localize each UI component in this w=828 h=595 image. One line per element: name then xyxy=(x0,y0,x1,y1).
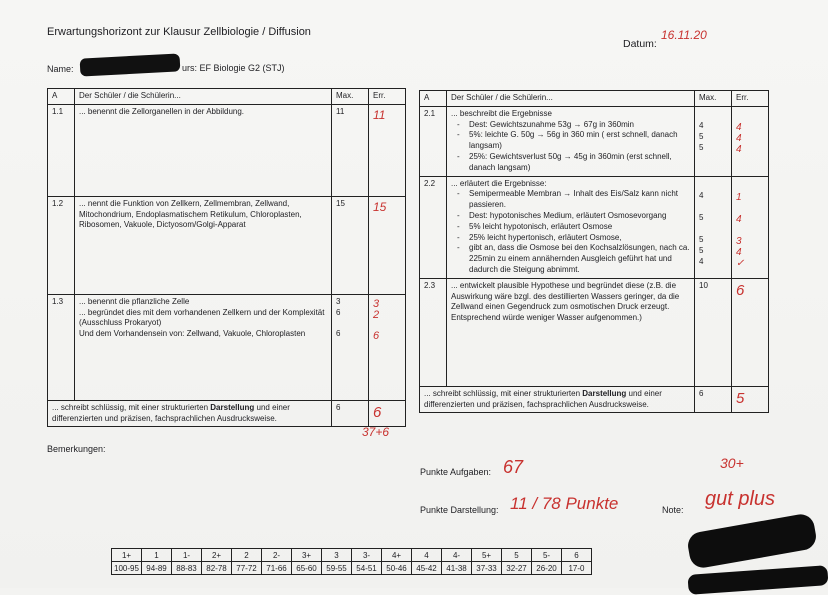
presentation-points-label: Punkte Darstellung: xyxy=(420,505,499,515)
range-cell: 50-46 xyxy=(382,562,412,575)
grade-label: Note: xyxy=(662,505,684,515)
row-err: 6 xyxy=(732,278,769,386)
row-number: 2.3 xyxy=(420,278,447,386)
footer-text: und einer differenzierten und präzisen, fachsprachlichen Ausdrucksweise. xyxy=(424,388,662,409)
row-err xyxy=(369,294,406,400)
date-value: 16.11.20 xyxy=(661,28,707,42)
row-number: 2.2 xyxy=(420,176,447,278)
max-value: 4 xyxy=(699,256,704,266)
row-number: 1.1 xyxy=(48,104,75,196)
range-cell: 32-27 xyxy=(502,562,532,575)
row-heading: ... beschreibt die Ergebnisse xyxy=(451,108,552,118)
range-cell: 88-83 xyxy=(172,562,202,575)
range-cell: 77-72 xyxy=(232,562,262,575)
footer-text: und einer differenzierten und präzisen, fachsprachlichen Ausdrucksweise. xyxy=(52,402,290,423)
list-item: - Semipermeable Membran → Inhalt des Eis/Salz kann nicht passieren. xyxy=(469,189,690,211)
grade-cell: 3+ xyxy=(292,549,322,562)
presentation-points-value: 11 / 78 Punkte xyxy=(510,494,619,513)
row-max xyxy=(695,106,732,176)
presentation-text xyxy=(420,386,695,413)
result-list xyxy=(451,189,690,275)
presentation-max: 6 xyxy=(695,386,732,413)
max-value: 5 xyxy=(699,212,704,222)
grade-cell: 5+ xyxy=(472,549,502,562)
footer-text: ... schreibt schlüssig, mit einer strukturierten xyxy=(424,388,583,398)
range-cell: 94-89 xyxy=(142,562,172,575)
err-value: 2 xyxy=(373,308,380,321)
range-cell: 41-38 xyxy=(442,562,472,575)
grade-scale-table xyxy=(111,548,592,575)
footer-bold: Darstellung xyxy=(582,388,627,398)
tasks-points-value: 67 xyxy=(503,457,524,477)
table-row xyxy=(420,278,769,386)
range-cell: 59-55 xyxy=(322,562,352,575)
row-max: 10 xyxy=(695,278,732,386)
page-title: Erwartungshorizont zur Klausur Zellbiologie / Diffusion xyxy=(47,26,311,38)
list-item: - Dest: Gewichtszunahme 53g → 67g in 360min xyxy=(469,120,690,131)
row-line: Und dem Vorhandensein von: Zellwand, Vakuole, Chloroplasten xyxy=(79,329,306,339)
range-cell: 37-33 xyxy=(472,562,502,575)
date-label: Datum: xyxy=(623,38,657,50)
header-max: Max. xyxy=(695,91,732,107)
table-header-row xyxy=(420,91,769,107)
list-item: - 25%: Gewichtsverlust 50g → 45g in 360min (erst schnell, danach langsam) xyxy=(469,152,690,174)
list-item: - gibt an, dass die Osmose bei den Kochsalzlösungen, nach ca. 225min zu einem annähernden Ausgleich geführt hat und dadurch die Steigung abnimmt. xyxy=(469,243,690,275)
range-cell: 26-20 xyxy=(532,562,562,575)
row-number: 1.2 xyxy=(48,196,75,294)
row-line: ... begründet dies mit dem vorhandenen Zellkern und der Komplexität (Ausschluss Prokaryot) xyxy=(79,307,325,328)
row-text: ... entwickelt plausible Hypothese und begründet diese (z.B. die Auswirkung wäre bzgl. des destillierten Wassers geringer, da die Zellwand einen Gegendruck zum osmotischen Druck erzeugt. Entsprechend würde weniger Wasser aufgenommen.) xyxy=(447,278,695,386)
course-label: urs: EF Biologie G2 (STJ) xyxy=(182,63,285,73)
grade-cell: 3 xyxy=(322,549,352,562)
redaction-mark xyxy=(687,565,828,595)
presentation-row xyxy=(420,386,769,413)
grade-cell: 4+ xyxy=(382,549,412,562)
left-sum-annotation: 37+6 xyxy=(362,425,390,439)
row-max xyxy=(332,294,369,400)
header-desc: Der Schüler / die Schülerin... xyxy=(75,89,332,105)
err-value: 3 xyxy=(736,235,742,247)
err-value: 1 xyxy=(736,191,742,203)
err-value: 4 xyxy=(736,246,742,258)
grade-cell: 2+ xyxy=(202,549,232,562)
max-value: 5 xyxy=(699,234,704,244)
range-cell: 82-78 xyxy=(202,562,232,575)
grade-cell: 4- xyxy=(442,549,472,562)
presentation-row xyxy=(48,400,406,427)
row-err: 11 xyxy=(369,104,406,196)
range-row xyxy=(112,562,592,575)
max-value: 5 xyxy=(699,131,704,141)
name-label: Name: xyxy=(47,64,74,74)
header-desc: Der Schüler / die Schülerin... xyxy=(447,91,695,107)
range-cell: 65-60 xyxy=(292,562,322,575)
footer-bold: Darstellung xyxy=(210,402,255,412)
row-max: 11 xyxy=(332,104,369,196)
max-value: 6 xyxy=(336,328,341,338)
grade-cell: 2- xyxy=(262,549,292,562)
presentation-max: 6 xyxy=(332,400,369,427)
header-a: A xyxy=(48,89,75,105)
grade-cell: 5 xyxy=(502,549,532,562)
row-text xyxy=(447,176,695,278)
footer-text: ... schreibt schlüssig, mit einer strukturierten xyxy=(52,402,211,412)
header-err: Err. xyxy=(732,91,769,107)
tasks-points-label: Punkte Aufgaben: xyxy=(420,467,492,477)
row-text: ... nennt die Funktion von Zellkern, Zellmembran, Zellwand, Mitochondrium, Endoplasmatischem Retikulum, Chloroplasten, Ribosomen, Vakuole, Dictyosom/Golgi-Apparat xyxy=(75,196,332,294)
range-cell: 100-95 xyxy=(112,562,142,575)
table-row xyxy=(420,176,769,278)
err-value: 3 xyxy=(373,297,380,310)
grade-cell: 2 xyxy=(232,549,262,562)
err-value: 6 xyxy=(373,329,380,342)
max-value: 4 xyxy=(699,190,704,200)
left-criteria-table xyxy=(47,88,406,427)
header-max: Max. xyxy=(332,89,369,105)
presentation-err: 5 xyxy=(732,386,769,413)
max-value: 5 xyxy=(699,142,704,152)
range-cell: 71-66 xyxy=(262,562,292,575)
grade-cell: 6 xyxy=(562,549,592,562)
row-text xyxy=(75,294,332,400)
row-line: ... benennt die pflanzliche Zelle xyxy=(79,296,190,306)
err-value: 4 xyxy=(736,143,742,155)
err-value: 4 xyxy=(736,121,742,133)
max-value: 6 xyxy=(336,307,341,317)
list-item: - 5% leicht hypotonisch, erläutert Osmose xyxy=(469,222,690,233)
max-value: 4 xyxy=(699,120,704,130)
table-row xyxy=(420,106,769,176)
row-err xyxy=(732,106,769,176)
remarks-label: Bemerkungen: xyxy=(47,444,106,454)
presentation-err: 6 xyxy=(369,400,406,427)
grade-value: gut plus xyxy=(705,488,776,510)
row-max: 15 xyxy=(332,196,369,294)
row-number: 2.1 xyxy=(420,106,447,176)
grade-cell: 3- xyxy=(352,549,382,562)
range-cell: 45-42 xyxy=(412,562,442,575)
right-criteria-table xyxy=(419,90,769,413)
table-header-row xyxy=(48,89,406,105)
range-cell: 54-51 xyxy=(352,562,382,575)
row-err: 15 xyxy=(369,196,406,294)
header-err: Err. xyxy=(369,89,406,105)
result-list xyxy=(451,120,690,174)
list-item: - 5%: leichte G. 50g → 56g in 360 min ( erst schnell, danach langsam) xyxy=(469,130,690,152)
row-number: 1.3 xyxy=(48,294,75,400)
row-err xyxy=(732,176,769,278)
tasks-points-extra: 30+ xyxy=(720,455,744,471)
grade-cell: 5- xyxy=(532,549,562,562)
grade-cell: 1- xyxy=(172,549,202,562)
err-value: ✓ xyxy=(736,257,745,269)
list-item: - Dest: hypotonisches Medium, erläutert Osmosevorgang xyxy=(469,211,690,222)
max-value: 5 xyxy=(699,245,704,255)
row-heading: ... erläutert die Ergebnisse: xyxy=(451,178,547,188)
grade-cell: 1+ xyxy=(112,549,142,562)
table-row xyxy=(48,294,406,400)
row-text: ... benennt die Zellorganellen in der Abbildung. xyxy=(75,104,332,196)
grade-cell: 4 xyxy=(412,549,442,562)
grade-cell: 1 xyxy=(142,549,172,562)
row-max xyxy=(695,176,732,278)
err-value: 4 xyxy=(736,213,742,225)
name-redaction xyxy=(80,53,181,76)
list-item: - 25% leicht hypertonisch, erläutert Osmose, xyxy=(469,233,690,244)
row-text xyxy=(447,106,695,176)
table-row xyxy=(48,196,406,294)
grade-row xyxy=(112,549,592,562)
max-value: 3 xyxy=(336,296,341,306)
range-cell: 17-0 xyxy=(562,562,592,575)
redaction-mark xyxy=(686,512,818,570)
table-row xyxy=(48,104,406,196)
presentation-text xyxy=(48,400,332,427)
err-value: 4 xyxy=(736,132,742,144)
header-a: A xyxy=(420,91,447,107)
